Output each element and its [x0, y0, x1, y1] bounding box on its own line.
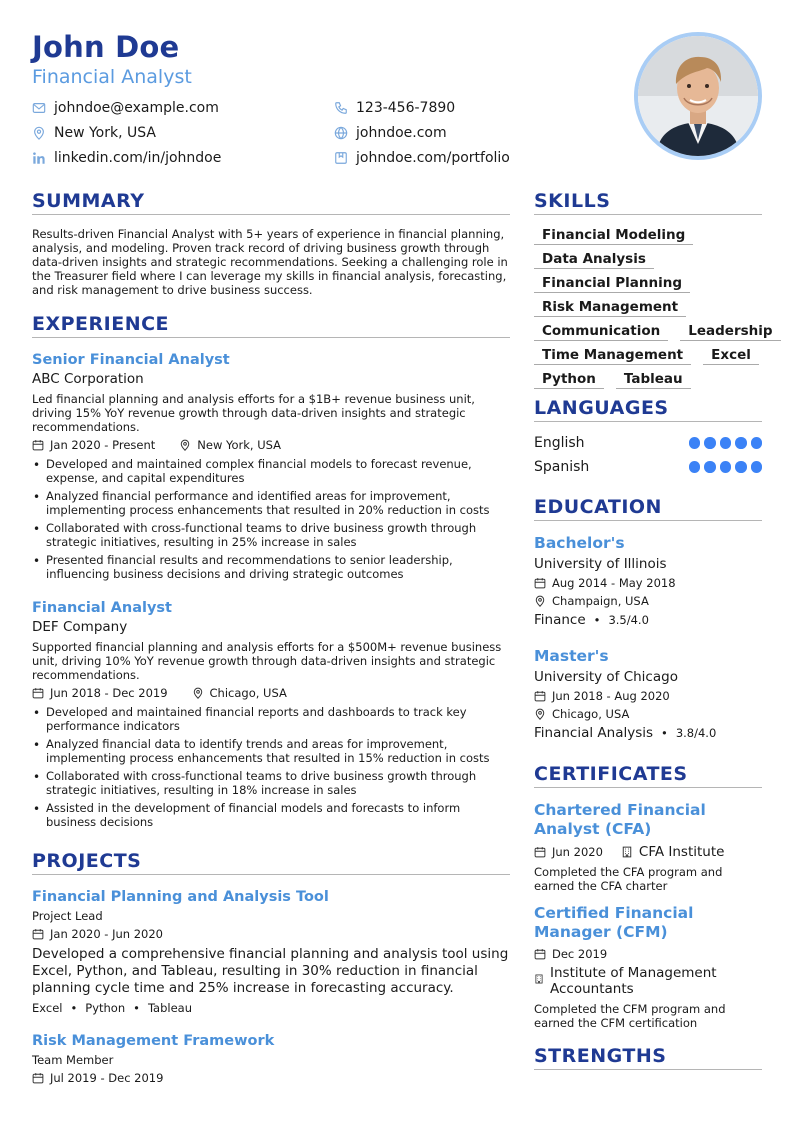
separator-dot: • — [133, 1001, 140, 1015]
strengths-heading: STRENGTHS — [534, 1045, 762, 1070]
projects-heading: PROJECTS — [32, 850, 510, 875]
certificate-date: Jun 2020 — [552, 845, 603, 859]
project-role: Team Member — [32, 1053, 114, 1067]
tech-tag: Excel — [32, 1001, 63, 1015]
job-location: New York, USA — [197, 438, 282, 452]
skills-list — [534, 227, 773, 395]
mail-icon — [32, 101, 46, 115]
job-dates: Jan 2020 - Present — [50, 438, 156, 452]
experience-heading: EXPERIENCE — [32, 313, 510, 338]
edu-location: Chicago, USA — [552, 707, 630, 721]
contact-email[interactable] — [32, 100, 219, 116]
project-role: Project Lead — [32, 909, 103, 923]
building-icon — [621, 846, 633, 858]
skill-tag: Financial Modeling — [534, 227, 693, 245]
project-entry — [32, 889, 510, 1015]
profile-photo — [634, 32, 762, 160]
edu-location-row — [534, 707, 762, 721]
education-heading: EDUCATION — [534, 496, 762, 521]
skill-row — [534, 299, 762, 317]
proficiency-dots — [689, 461, 763, 473]
project-title: Risk Management Framework — [32, 1033, 275, 1049]
edu-field: Financial Analysis — [534, 725, 654, 741]
resume-header — [32, 30, 592, 166]
education-entry — [534, 647, 762, 741]
contact-phone[interactable] — [334, 100, 455, 116]
summary-heading: SUMMARY — [32, 190, 510, 215]
edu-field-row — [534, 612, 762, 628]
proficiency-dot — [720, 437, 732, 449]
proficiency-dots — [689, 437, 763, 449]
tech-tag: Python — [85, 1001, 126, 1015]
degree: Master's — [534, 647, 609, 665]
job-entry — [32, 352, 510, 585]
linkedin-icon — [32, 151, 46, 165]
language-item — [534, 459, 762, 475]
proficiency-dot — [735, 461, 747, 473]
calendar-icon — [534, 846, 546, 858]
calendar-icon — [534, 948, 546, 960]
school: University of Illinois — [534, 556, 667, 572]
education-entry — [534, 534, 762, 628]
edu-location: Champaign, USA — [552, 594, 649, 608]
skill-tag: Communication — [534, 323, 668, 341]
certificate-entry — [534, 904, 762, 1030]
skill-tag: Risk Management — [534, 299, 686, 317]
separator-dot: • — [593, 613, 601, 627]
summary-text: Results-driven Financial Analyst with 5+ years of experience in financial planning, analysis, and modeling. Proven track record of driving business growth through data-driven insights and strategic recommendations. Seeking a challenging role in the Treasurer field where I can leverage my skills in financial analysis, forecasting, and risk management to drive business success. — [32, 227, 508, 297]
certificate-date: Dec 2019 — [552, 947, 608, 961]
list-item: • Analyzed financial performance and identified areas for improvement, implementing process enhancements that resulted in 20% reduction in costs — [32, 489, 510, 517]
list-item: • Collaborated with cross-functional teams to drive business growth through strategic initiatives, resulting in 25% increase in sales — [32, 521, 510, 549]
phone-icon — [334, 101, 348, 115]
skill-row — [534, 347, 762, 365]
project-dates: Jul 2019 - Dec 2019 — [50, 1071, 164, 1085]
job-bullets — [32, 457, 510, 581]
job-company: DEF Company — [32, 619, 128, 635]
skill-tag: Python — [534, 371, 604, 389]
calendar-icon — [32, 1072, 44, 1084]
proficiency-dot — [704, 461, 716, 473]
job-dates: Jun 2018 - Dec 2019 — [50, 686, 168, 700]
location-text: New York, USA — [54, 125, 156, 141]
skill-tag: Time Management — [534, 347, 691, 365]
school: University of Chicago — [534, 669, 678, 685]
edu-dates-row — [534, 576, 762, 590]
language-name: English — [534, 435, 585, 451]
certificates-heading: CERTIFICATES — [534, 763, 762, 788]
job-meta — [32, 438, 510, 452]
edu-dates: Aug 2014 - May 2018 — [552, 576, 676, 590]
edu-gpa: 3.5/4.0 — [608, 613, 649, 627]
job-location: Chicago, USA — [209, 686, 287, 700]
separator-dot: • — [661, 726, 668, 740]
calendar-icon — [32, 928, 44, 940]
candidate-name: John Doe — [32, 30, 180, 64]
contact-linkedin[interactable] — [32, 150, 221, 166]
skill-tag: Financial Planning — [534, 275, 690, 293]
edu-location-row — [534, 594, 762, 608]
edu-dates-row — [534, 689, 762, 703]
proficiency-dot — [689, 461, 701, 473]
project-description: Developed a comprehensive financial planning and analysis tool using Excel, Python, and Tableau, resulting in 30% reduction in financial planning cycle time and 25% increase in forecasting accuracy. — [32, 946, 509, 996]
location-icon — [179, 439, 191, 451]
certificate-name: Certified Financial Manager (CFM) — [534, 904, 694, 941]
linkedin-text: linkedin.com/in/johndoe — [54, 150, 222, 166]
candidate-title: Financial Analyst — [32, 66, 192, 88]
location-icon — [534, 595, 546, 607]
language-item — [534, 435, 762, 451]
separator-dot: • — [70, 1001, 78, 1015]
language-name: Spanish — [534, 459, 590, 475]
avatar — [638, 36, 758, 156]
certificate-description: Completed the CFA program and earned the CFA charter — [534, 865, 723, 893]
edu-gpa: 3.8/4.0 — [675, 726, 717, 740]
skill-row — [534, 227, 762, 245]
skill-row — [534, 275, 762, 293]
project-meta — [32, 927, 510, 941]
languages-list — [534, 435, 762, 483]
calendar-icon — [32, 687, 44, 699]
certificate-name: Chartered Financial Analyst (CFA) — [534, 801, 706, 838]
project-dates: Jan 2020 - Jun 2020 — [50, 927, 164, 941]
building-icon — [534, 973, 544, 985]
portfolio-text: johndoe.com/portfolio — [356, 150, 510, 166]
calendar-icon — [534, 577, 546, 589]
job-title: Senior Financial Analyst — [32, 352, 230, 368]
edu-field-row — [534, 725, 762, 741]
skill-tag: Tableau — [616, 371, 691, 389]
skill-tag: Leadership — [680, 323, 780, 341]
certificate-description: Completed the CFM program and earned the CFM certification — [534, 1002, 726, 1030]
skill-row — [534, 251, 762, 269]
proficiency-dot — [751, 437, 763, 449]
skill-row — [534, 371, 762, 389]
edu-field: Finance — [534, 612, 586, 628]
contact-location — [32, 125, 156, 141]
proficiency-dot — [720, 461, 732, 473]
list-item: • Developed and maintained financial reports and dashboards to track key performance indicators — [32, 705, 510, 733]
tech-tag: Tableau — [147, 1001, 193, 1015]
list-item: • Assisted in the development of financial models and forecasts to inform business decisions — [32, 801, 510, 829]
skill-tag: Data Analysis — [534, 251, 654, 269]
list-item: • Developed and maintained complex financial models to forecast revenue, expense, and capital expenditures — [32, 457, 510, 485]
phone-text: 123-456-7890 — [356, 100, 456, 116]
website-text: johndoe.com — [356, 125, 447, 141]
calendar-icon — [32, 439, 44, 451]
certificate-issuer: Institute of Management Accountants — [550, 965, 717, 997]
skill-tag: Excel — [703, 347, 759, 365]
certificate-entry — [534, 801, 762, 893]
job-entry — [32, 600, 510, 833]
project-meta — [32, 1071, 510, 1085]
job-meta — [32, 686, 510, 700]
email-text: johndoe@example.com — [54, 100, 219, 116]
certificate-issuer: CFA Institute — [638, 844, 725, 860]
edu-dates: Jun 2018 - Aug 2020 — [552, 689, 670, 703]
list-item: • Collaborated with cross-functional teams to drive business growth through strategic initiatives, resulting in 18% increase in sales — [32, 769, 510, 797]
proficiency-dot — [751, 461, 763, 473]
project-title: Financial Planning and Analysis Tool — [32, 889, 329, 905]
contact-website[interactable] — [334, 125, 447, 141]
list-item: • Presented financial results and recommendations to senior leadership, influencing business decisions and driving strategic outcomes — [32, 553, 510, 581]
proficiency-dot — [704, 437, 716, 449]
skill-row — [534, 323, 773, 341]
proficiency-dot — [689, 437, 701, 449]
portfolio-icon — [334, 151, 348, 165]
globe-icon — [334, 126, 348, 140]
calendar-icon — [534, 690, 546, 702]
job-title: Financial Analyst — [32, 600, 172, 616]
location-icon — [32, 126, 46, 140]
degree: Bachelor's — [534, 534, 625, 552]
location-icon — [534, 708, 546, 720]
job-description: Supported financial planning and analysis efforts for a $500M+ revenue business unit, driving 10% YoY revenue growth through data-driven insights and strategic recommendations. — [32, 640, 502, 682]
location-icon — [192, 687, 204, 699]
certificate-meta — [534, 844, 762, 860]
list-item: • Analyzed financial data to identify trends and areas for improvement, implementing process enhancements that resulted in 15% reduction in costs — [32, 737, 510, 765]
languages-heading: LANGUAGES — [534, 397, 762, 422]
job-bullets — [32, 705, 510, 829]
contact-portfolio[interactable] — [334, 150, 510, 166]
project-entry — [32, 1033, 510, 1085]
skills-heading: SKILLS — [534, 190, 762, 215]
job-company: ABC Corporation — [32, 371, 144, 387]
certificate-date-row — [534, 947, 762, 961]
proficiency-dot — [735, 437, 747, 449]
project-tech-list — [32, 1001, 510, 1015]
job-description: Led financial planning and analysis efforts for a $1B+ revenue business unit, driving 15% YoY revenue growth through data-driven insights and strategic recommendations. — [32, 392, 475, 434]
certificate-issuer-row — [534, 965, 762, 997]
